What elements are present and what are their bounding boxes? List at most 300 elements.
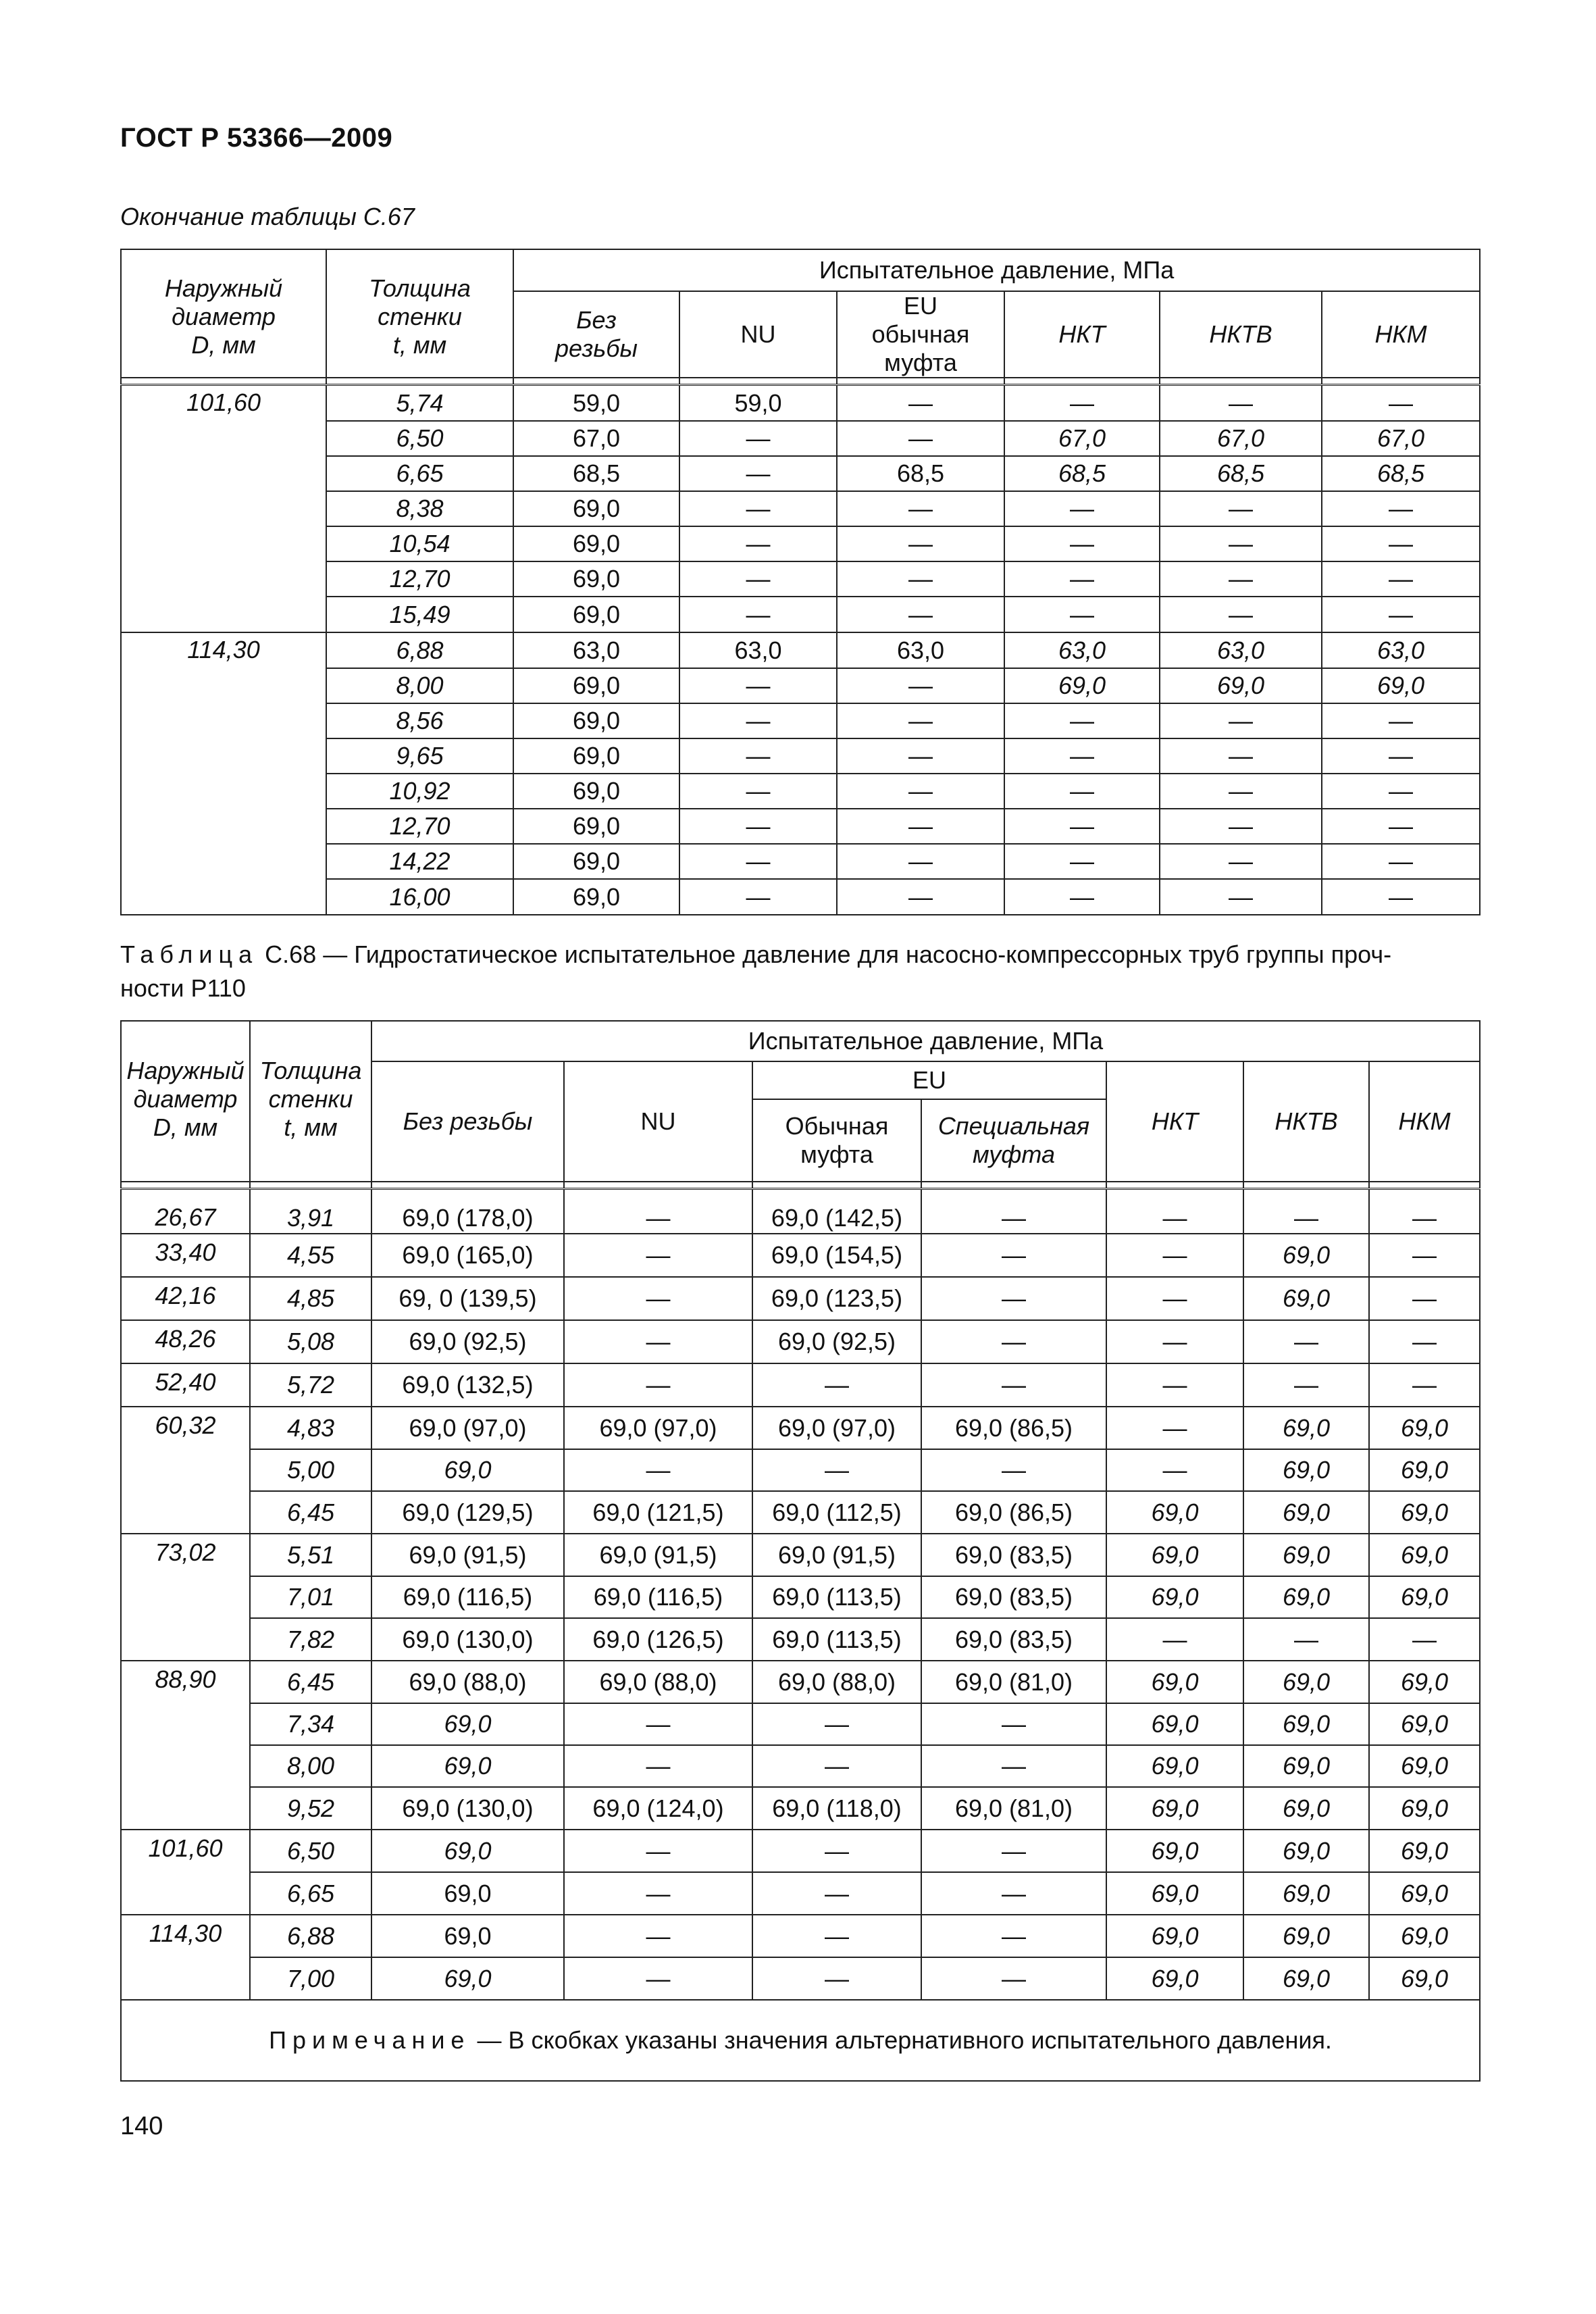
pressure-cell: 69,0 (1243, 1234, 1369, 1277)
pressure-cell: — (921, 1957, 1106, 2000)
outer-diameter-cell (121, 1872, 250, 1915)
pressure-cell: 69,0 (513, 879, 679, 915)
outer-diameter-cell (121, 879, 326, 915)
pressure-cell: — (837, 844, 1004, 879)
pressure-cell: 69,0 (1106, 1491, 1243, 1534)
table-row (121, 1449, 1480, 1491)
pressure-cell: — (1106, 1363, 1243, 1407)
pressure-cell: — (837, 421, 1004, 456)
pressure-cell: — (837, 668, 1004, 703)
wall-thickness-cell: 8,00 (326, 668, 513, 703)
pressure-cell: 69,0 (1369, 1915, 1480, 1957)
pressure-cell: — (564, 1830, 752, 1872)
wall-thickness-cell: 4,85 (250, 1277, 371, 1320)
pressure-cell: 69,0 (371, 1449, 564, 1491)
wall-thickness-cell: 10,92 (326, 774, 513, 809)
outer-diameter-cell: 48,26 (121, 1320, 250, 1363)
table-row (121, 879, 1480, 915)
pressure-cell: — (837, 809, 1004, 844)
pressure-cell: — (752, 1449, 921, 1491)
outer-diameter-cell (121, 491, 326, 526)
outer-diameter-cell (121, 1957, 250, 2000)
pressure-cell: — (679, 456, 837, 491)
table-row (121, 774, 1480, 809)
pressure-cell: — (1160, 526, 1322, 561)
pressure-cell: 69, 0 (139,5) (371, 1277, 564, 1320)
wall-thickness-cell: 7,82 (250, 1618, 371, 1661)
pressure-cell: 69,0 (132,5) (371, 1363, 564, 1407)
col-eu-regular: Обычная муфта (752, 1099, 921, 1182)
pressure-cell: — (1243, 1189, 1369, 1234)
pressure-cell: — (1160, 844, 1322, 879)
pressure-cell: 69,0 (1106, 1661, 1243, 1703)
pressure-cell: 69,0 (1243, 1277, 1369, 1320)
wall-thickness-cell: 7,34 (250, 1703, 371, 1745)
pressure-cell: — (837, 526, 1004, 561)
pressure-cell: — (1106, 1234, 1243, 1277)
pressure-cell: 69,0 (113,5) (752, 1576, 921, 1618)
pressure-cell: — (679, 844, 837, 879)
pressure-cell: — (837, 385, 1004, 422)
pressure-cell: 68,5 (1160, 456, 1322, 491)
table-row (121, 1872, 1480, 1915)
pressure-cell: 69,0 (513, 668, 679, 703)
pressure-cell: 69,0 (1369, 1491, 1480, 1534)
pressure-cell: 67,0 (1322, 421, 1480, 456)
wall-thickness-cell: 9,52 (250, 1787, 371, 1830)
col-nktv: НКТВ (1160, 291, 1322, 378)
wall-thickness-cell: 8,38 (326, 491, 513, 526)
pressure-cell: — (1369, 1277, 1480, 1320)
pressure-cell: — (921, 1745, 1106, 1787)
pressure-cell: — (1160, 561, 1322, 597)
pressure-cell: 69,0 (97,0) (752, 1407, 921, 1449)
outer-diameter-cell (121, 738, 326, 774)
pressure-cell: — (1322, 703, 1480, 738)
document-code: ГОСТ Р 53366—2009 (120, 123, 393, 153)
pressure-cell: — (1322, 561, 1480, 597)
pressure-cell: 69,0 (513, 561, 679, 597)
col-nkt: НКТ (1106, 1061, 1243, 1182)
table-c67-end (120, 249, 1481, 915)
table-row (121, 1534, 1480, 1576)
table-row (121, 1320, 1480, 1363)
outer-diameter-cell (121, 421, 326, 456)
table-row (121, 1277, 1480, 1320)
outer-diameter-cell: 114,30 (121, 632, 326, 668)
wall-thickness-cell: 5,51 (250, 1534, 371, 1576)
pressure-cell: — (921, 1703, 1106, 1745)
pressure-cell: — (837, 597, 1004, 632)
table-row (121, 1830, 1480, 1872)
pressure-cell: 69,0 (121,5) (564, 1491, 752, 1534)
pressure-cell: 69,0 (1243, 1661, 1369, 1703)
pressure-cell: — (564, 1957, 752, 2000)
pressure-cell: 69,0 (154,5) (752, 1234, 921, 1277)
pressure-cell: — (752, 1872, 921, 1915)
pressure-cell: 69,0 (1243, 1787, 1369, 1830)
wall-thickness-cell: 6,45 (250, 1491, 371, 1534)
outer-diameter-cell (121, 526, 326, 561)
pressure-cell: — (564, 1872, 752, 1915)
outer-diameter-cell (121, 1787, 250, 1830)
pressure-cell: — (837, 738, 1004, 774)
pressure-cell: 67,0 (513, 421, 679, 456)
pressure-cell: 69,0 (1106, 1745, 1243, 1787)
wall-thickness-cell: 6,88 (326, 632, 513, 668)
pressure-cell: 63,0 (1160, 632, 1322, 668)
pressure-cell: — (921, 1872, 1106, 1915)
pressure-cell: 69,0 (88,0) (752, 1661, 921, 1703)
pressure-cell: 68,5 (1322, 456, 1480, 491)
col-nkm: НКМ (1322, 291, 1480, 378)
pressure-cell: 63,0 (513, 632, 679, 668)
pressure-cell: — (1106, 1320, 1243, 1363)
outer-diameter-cell: 101,60 (121, 385, 326, 422)
pressure-cell: — (564, 1234, 752, 1277)
pressure-cell: 69,0 (81,0) (921, 1787, 1106, 1830)
pressure-cell: 69,0 (1369, 1449, 1480, 1491)
pressure-cell: 59,0 (679, 385, 837, 422)
pressure-cell: 67,0 (1004, 421, 1160, 456)
pressure-cell: 69,0 (513, 844, 679, 879)
table-row (121, 1745, 1480, 1787)
pressure-cell: — (1322, 597, 1480, 632)
pressure-cell: — (837, 774, 1004, 809)
pressure-cell: 69,0 (91,5) (564, 1534, 752, 1576)
col-nkm: НКМ (1369, 1061, 1480, 1182)
pressure-cell: — (1160, 491, 1322, 526)
pressure-cell: — (921, 1915, 1106, 1957)
outer-diameter-cell: 42,16 (121, 1277, 250, 1320)
pressure-cell: 69,0 (142,5) (752, 1189, 921, 1234)
col-nktv: НКТВ (1243, 1061, 1369, 1182)
pressure-cell: — (921, 1320, 1106, 1363)
pressure-cell: 69,0 (1243, 1703, 1369, 1745)
pressure-cell: 69,0 (1369, 1957, 1480, 2000)
pressure-cell: 69,0 (1369, 1576, 1480, 1618)
pressure-cell: — (1106, 1449, 1243, 1491)
pressure-cell: 69,0 (1369, 1407, 1480, 1449)
pressure-cell: — (564, 1449, 752, 1491)
outer-diameter-cell (121, 1449, 250, 1491)
col-wall-thickness: Толщина стенки t, мм (326, 249, 513, 378)
col-no-thread: Без резьбы (513, 291, 679, 378)
wall-thickness-cell: 4,83 (250, 1407, 371, 1449)
table1-body (121, 385, 1480, 915)
pressure-cell: — (679, 738, 837, 774)
wall-thickness-cell: 3,91 (250, 1189, 371, 1234)
outer-diameter-cell: 73,02 (121, 1534, 250, 1576)
pressure-cell: — (1106, 1189, 1243, 1234)
pressure-cell: — (1160, 703, 1322, 738)
pressure-cell: 69,0 (1243, 1491, 1369, 1534)
col-eu: EU обычная муфта (837, 291, 1004, 378)
col-wall-thickness: Толщина стенки t, мм (250, 1021, 371, 1182)
pressure-cell: — (564, 1277, 752, 1320)
pressure-cell: 63,0 (679, 632, 837, 668)
table-row (121, 1618, 1480, 1661)
pressure-cell: — (1004, 385, 1160, 422)
pressure-cell: — (1004, 597, 1160, 632)
pressure-cell: — (1004, 703, 1160, 738)
wall-thickness-cell: 6,65 (326, 456, 513, 491)
pressure-cell: 69,0 (1322, 668, 1480, 703)
pressure-cell: 69,0 (371, 1703, 564, 1745)
pressure-cell: 69,0 (1369, 1787, 1480, 1830)
pressure-cell: — (1322, 879, 1480, 915)
table2-body (121, 1189, 1480, 2001)
table-row (121, 738, 1480, 774)
wall-thickness-cell: 6,45 (250, 1661, 371, 1703)
table-row (121, 561, 1480, 597)
wall-thickness-cell: 9,65 (326, 738, 513, 774)
pressure-cell: — (1369, 1189, 1480, 1234)
wall-thickness-cell: 15,49 (326, 597, 513, 632)
outer-diameter-cell: 114,30 (121, 1915, 250, 1957)
pressure-cell: — (1004, 561, 1160, 597)
pressure-cell: — (564, 1915, 752, 1957)
table-row (121, 809, 1480, 844)
pressure-cell: — (752, 1915, 921, 1957)
col-outer-diameter: Наружный диаметр D, мм (121, 249, 326, 378)
outer-diameter-cell (121, 597, 326, 632)
pressure-cell: — (679, 491, 837, 526)
pressure-cell: 67,0 (1160, 421, 1322, 456)
pressure-cell: — (1322, 844, 1480, 879)
outer-diameter-cell: 52,40 (121, 1363, 250, 1407)
pressure-cell: — (564, 1745, 752, 1787)
pressure-cell: 59,0 (513, 385, 679, 422)
pressure-cell: — (1322, 526, 1480, 561)
outer-diameter-cell: 101,60 (121, 1830, 250, 1872)
col-test-pressure: Испытательное давление, МПа (371, 1021, 1480, 1061)
wall-thickness-cell: 7,00 (250, 1957, 371, 2000)
table-row (121, 421, 1480, 456)
table-row (121, 1363, 1480, 1407)
pressure-cell: 69,0 (83,5) (921, 1534, 1106, 1576)
col-outer-diameter: Наружный диаметр D, мм (121, 1021, 250, 1182)
pressure-cell: 69,0 (1243, 1830, 1369, 1872)
pressure-cell: — (1106, 1618, 1243, 1661)
col-nkt: НКТ (1004, 291, 1160, 378)
table-row (121, 1407, 1480, 1449)
pressure-cell: 69,0 (1243, 1745, 1369, 1787)
pressure-cell: 69,0 (1106, 1830, 1243, 1872)
pressure-cell: 69,0 (1160, 668, 1322, 703)
pressure-cell: 69,0 (83,5) (921, 1618, 1106, 1661)
pressure-cell: 69,0 (1106, 1957, 1243, 2000)
pressure-cell: — (921, 1830, 1106, 1872)
wall-thickness-cell: 6,88 (250, 1915, 371, 1957)
pressure-cell: 69,0 (1243, 1957, 1369, 2000)
table-row (121, 1703, 1480, 1745)
wall-thickness-cell: 8,56 (326, 703, 513, 738)
table-c68 (120, 1020, 1481, 2082)
table-row (121, 597, 1480, 632)
pressure-cell: 69,0 (116,5) (564, 1576, 752, 1618)
pressure-cell: 69,0 (1369, 1830, 1480, 1872)
table-row (121, 1576, 1480, 1618)
pressure-cell: — (679, 879, 837, 915)
table-row (121, 385, 1480, 422)
outer-diameter-cell: 88,90 (121, 1661, 250, 1703)
wall-thickness-cell: 16,00 (326, 879, 513, 915)
table-row (121, 668, 1480, 703)
pressure-cell: 69,0 (1106, 1787, 1243, 1830)
wall-thickness-cell: 7,01 (250, 1576, 371, 1618)
pressure-cell: 69,0 (86,5) (921, 1407, 1106, 1449)
pressure-cell: 63,0 (1004, 632, 1160, 668)
pressure-cell: — (564, 1703, 752, 1745)
pressure-cell: — (1004, 879, 1160, 915)
pressure-cell: — (837, 561, 1004, 597)
pressure-cell: — (679, 597, 837, 632)
pressure-cell: 69,0 (1243, 1915, 1369, 1957)
pressure-cell: — (1369, 1618, 1480, 1661)
pressure-cell: 69,0 (112,5) (752, 1491, 921, 1534)
outer-diameter-cell (121, 774, 326, 809)
pressure-cell: 69,0 (126,5) (564, 1618, 752, 1661)
pressure-cell: 69,0 (1369, 1745, 1480, 1787)
pressure-cell: 69,0 (86,5) (921, 1491, 1106, 1534)
outer-diameter-cell: 26,67 (121, 1189, 250, 1234)
wall-thickness-cell: 5,72 (250, 1363, 371, 1407)
pressure-cell: — (1160, 809, 1322, 844)
wall-thickness-cell: 4,55 (250, 1234, 371, 1277)
pressure-cell: — (1004, 844, 1160, 879)
table-row (121, 1915, 1480, 1957)
pressure-cell: — (1004, 774, 1160, 809)
pressure-cell: — (1106, 1407, 1243, 1449)
pressure-cell: 69,0 (513, 526, 679, 561)
pressure-cell: 69,0 (1106, 1703, 1243, 1745)
pressure-cell: 69,0 (513, 738, 679, 774)
pressure-cell: 69,0 (178,0) (371, 1189, 564, 1234)
pressure-cell: 69,0 (371, 1830, 564, 1872)
pressure-cell: — (1322, 491, 1480, 526)
pressure-cell: 69,0 (513, 774, 679, 809)
outer-diameter-cell (121, 561, 326, 597)
table-row (121, 1957, 1480, 2000)
pressure-cell: — (1004, 491, 1160, 526)
pressure-cell: 69,0 (91,5) (371, 1534, 564, 1576)
pressure-cell: 68,5 (1004, 456, 1160, 491)
pressure-cell: 69,0 (1243, 1449, 1369, 1491)
table-row (121, 456, 1480, 491)
pressure-cell: — (837, 491, 1004, 526)
outer-diameter-cell (121, 1576, 250, 1618)
pressure-cell: — (679, 526, 837, 561)
pressure-cell: 69,0 (116,5) (371, 1576, 564, 1618)
pressure-cell: — (1369, 1363, 1480, 1407)
pressure-cell: — (837, 703, 1004, 738)
pressure-cell: 69,0 (513, 809, 679, 844)
pressure-cell: 69,0 (1369, 1872, 1480, 1915)
pressure-cell: 69,0 (1106, 1915, 1243, 1957)
table-row (121, 1189, 1480, 1234)
pressure-cell: — (752, 1745, 921, 1787)
pressure-cell: 69,0 (371, 1915, 564, 1957)
pressure-cell: — (1369, 1320, 1480, 1363)
pressure-cell: 69,0 (118,0) (752, 1787, 921, 1830)
pressure-cell: — (1160, 879, 1322, 915)
col-nu: NU (679, 291, 837, 378)
pressure-cell: 69,0 (1243, 1576, 1369, 1618)
pressure-cell: 69,0 (92,5) (371, 1320, 564, 1363)
table-row (121, 1787, 1480, 1830)
wall-thickness-cell: 6,50 (250, 1830, 371, 1872)
outer-diameter-cell (121, 844, 326, 879)
pressure-cell: 69,0 (88,0) (564, 1661, 752, 1703)
pressure-cell: — (1160, 738, 1322, 774)
wall-thickness-cell: 6,65 (250, 1872, 371, 1915)
pressure-cell: 69,0 (1106, 1534, 1243, 1576)
pressure-cell: — (679, 561, 837, 597)
pressure-cell: — (564, 1363, 752, 1407)
pressure-cell: — (1160, 774, 1322, 809)
table-row (121, 844, 1480, 879)
pressure-cell: 69,0 (97,0) (564, 1407, 752, 1449)
pressure-cell: 69,0 (1243, 1534, 1369, 1576)
pressure-cell: 69,0 (83,5) (921, 1576, 1106, 1618)
pressure-cell: — (1004, 738, 1160, 774)
pressure-cell: — (679, 668, 837, 703)
pressure-cell: 69,0 (91,5) (752, 1534, 921, 1576)
table-row (121, 632, 1480, 668)
pressure-cell: 69,0 (92,5) (752, 1320, 921, 1363)
pressure-cell: — (564, 1320, 752, 1363)
outer-diameter-cell (121, 1703, 250, 1745)
pressure-cell: 69,0 (130,0) (371, 1787, 564, 1830)
pressure-cell: 69,0 (513, 703, 679, 738)
pressure-cell: — (837, 879, 1004, 915)
pressure-cell: — (1106, 1277, 1243, 1320)
pressure-cell: — (752, 1830, 921, 1872)
pressure-cell: — (921, 1277, 1106, 1320)
outer-diameter-cell (121, 703, 326, 738)
pressure-cell: — (679, 703, 837, 738)
wall-thickness-cell: 5,08 (250, 1320, 371, 1363)
table-row (121, 1491, 1480, 1534)
col-eu-special: Специальная муфта (921, 1099, 1106, 1182)
pressure-cell: 69,0 (1243, 1407, 1369, 1449)
pressure-cell: 69,0 (1369, 1534, 1480, 1576)
outer-diameter-cell (121, 668, 326, 703)
pressure-cell: 68,5 (837, 456, 1004, 491)
pressure-cell: — (1322, 809, 1480, 844)
outer-diameter-cell (121, 1618, 250, 1661)
pressure-cell: 69,0 (371, 1957, 564, 2000)
pressure-cell: — (564, 1189, 752, 1234)
pressure-cell: — (921, 1449, 1106, 1491)
pressure-cell: 69,0 (81,0) (921, 1661, 1106, 1703)
pressure-cell: — (1243, 1320, 1369, 1363)
pressure-cell: 69,0 (1369, 1703, 1480, 1745)
pressure-cell: 69,0 (371, 1745, 564, 1787)
outer-diameter-cell (121, 809, 326, 844)
pressure-cell: 69,0 (513, 491, 679, 526)
pressure-cell: — (679, 809, 837, 844)
outer-diameter-cell: 33,40 (121, 1234, 250, 1277)
pressure-cell: 69,0 (371, 1872, 564, 1915)
wall-thickness-cell: 6,50 (326, 421, 513, 456)
table-row (121, 526, 1480, 561)
pressure-cell: 69,0 (124,0) (564, 1787, 752, 1830)
wall-thickness-cell: 5,74 (326, 385, 513, 422)
wall-thickness-cell: 10,54 (326, 526, 513, 561)
pressure-cell: 69,0 (130,0) (371, 1618, 564, 1661)
